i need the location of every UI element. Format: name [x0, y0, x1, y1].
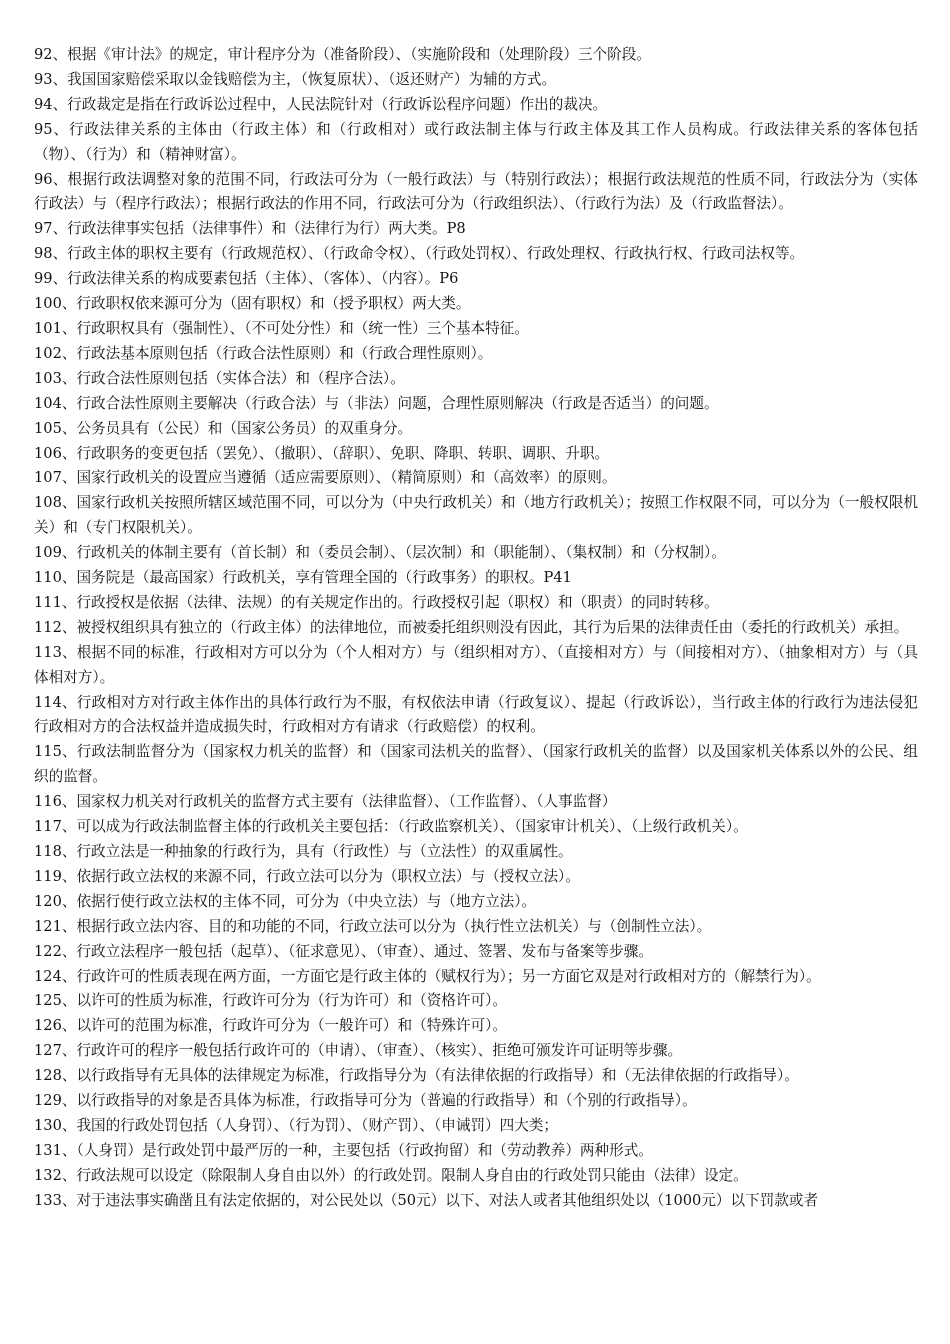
list-item: 124、行政许可的性质表现在两方面，一方面它是行政主体的（赋权行为）；另一方面它双是对行政相对方的（解禁行为）。	[34, 967, 821, 985]
list-item: 106、行政职务的变更包括（罢免）、（撤职）、（辞职）、免职、降职、转职、调职、升职。	[34, 444, 610, 462]
list-item: 125、以许可的性质为标准，行政许可分为（行为许可）和（资格许可）。	[34, 992, 507, 1010]
list-item: 113、根据不同的标准，行政相对方可以分为（个人相对方）与（组织相对方）、（直接相对方）与（间接相对方）、（抽象相对方）与（具体相对方）。	[34, 643, 918, 686]
list-item: 95、行政法律关系的主体由（行政主体）和（行政相对）或行政法制主体与行政主体及其工作人员构成。行政法律关系的客体包括（物）、（行为）和（精神财富）。	[34, 120, 918, 163]
list-item: 120、依据行使行政立法权的主体不同，可分为（中央立法）与（地方立法）。	[34, 892, 537, 910]
list-item: 112、被授权组织具有独立的（行政主体）的法律地位，而被委托组织则没有因此，其行为后果的法律责任由（委托的行政机关）承担。	[34, 618, 909, 636]
list-item: 109、行政机关的体制主要有（首长制）和（委员会制）、（层次制）和（职能制）、（集权制）和（分权制）。	[34, 544, 726, 562]
list-item: 127、行政许可的程序一般包括行政许可的（申请）、（审查）、（核实）、拒绝可颁发许可证明等步骤。	[34, 1042, 683, 1060]
list-item: 98、行政主体的职权主要有（行政规范权）、（行政命令权）、（行政处罚权）、行政处理权、行政执行权、行政司法权等。	[34, 245, 805, 263]
list-item: 117、可以成为行政法制监督主体的行政机关主要包括：（行政监察机关）、（国家审计机关）、（上级行政机关）。	[34, 818, 748, 836]
list-item: 118、行政立法是一种抽象的行政行为，具有（行政性）与（立法性）的双重属性。	[34, 843, 573, 860]
list-item: 93、我国国家赔偿采取以金钱赔偿为主，（恢复原状）、（返还财产）为辅的方式。	[34, 70, 557, 88]
list-item: 100、行政职权依来源可分为（固有职权）和（授予职权）两大类。	[34, 295, 471, 313]
list-item: 132、行政法规可以设定（除限制人身自由以外）的行政处罚。限制人身自由的行政处罚只能由（法律）设定。	[34, 1166, 748, 1184]
list-item: 108、国家行政机关按照所辖区域范围不同，可以分为（中央行政机关）和（地方行政机关）；按照工作权限不同，可以分为（一般权限机关）和（专门权限机关）。	[34, 494, 918, 537]
list-item: 116、国家权力机关对行政机关的监督方式主要有（法律监督）、（工作监督）、（人事监督）	[34, 793, 617, 811]
list-item: 102、行政法基本原则包括（行政合法性原则）和（行政合理性原则）。	[34, 344, 493, 362]
list-item: 111、行政授权是依据（法律、法规）的有关规定作出的。行政授权引起（职权）和（职责）的同时转移。	[34, 593, 719, 611]
list-item: 104、行政合法性原则主要解决（行政合法）与（非法）问题，合理性原则解决（行政是否适当）的问题。	[34, 394, 719, 412]
list-item: 96、根据行政法调整对象的范围不同，行政法可分为（一般行政法）与（特别行政法）；根据行政法规范的性质不同，行政法分为（实体行政法）与（程序行政法）；根据行政法的作用不同，行政法可分为（行政组织法）、（行政行为法）及（行政监督法）。	[34, 170, 918, 213]
list-item: 122、行政立法程序一般包括（起草）、（征求意见）、（审查）、通过、签署、发布与备案等步骤。	[34, 942, 653, 960]
list-item: 129、以行政指导的对象是否具体为标准，行政指导可分为（普遍的行政指导）和（个别的行政指导）。	[34, 1092, 697, 1110]
list-item: 94、行政裁定是指在行政诉讼过程中，人民法院针对（行政诉讼程序问题）作出的裁决。	[34, 95, 608, 113]
list-item: 126、以许可的范围为标准，行政许可分为（一般许可）和（特殊许可）。	[34, 1017, 507, 1035]
list-item: 101、行政职权具有（强制性）、（不可处分性）和（统一性）三个基本特征。	[34, 319, 529, 337]
list-item: 107、国家行政机关的设置应当遵循（适应需要原则）、（精简原则）和（高效率）的原则。	[34, 469, 617, 487]
list-item: 110、国务院是（最高国家）行政机关，享有管理全国的（行政事务）的职权。P41	[34, 569, 572, 587]
list-item: 97、行政法律事实包括（法律事件）和（法律行为行）两大类。P8	[34, 220, 466, 238]
list-item: 131、（人身罚）是行政处罚中最严厉的一种，主要包括（行政拘留）和（劳动教养）两种形式。	[34, 1141, 653, 1159]
list-item: 119、依据行政立法权的来源不同，行政立法可以分为（职权立法）与（授权立法）。	[34, 867, 580, 885]
list-item: 105、公务员具有（公民）和（国家公务员）的双重身分。	[34, 419, 413, 437]
list-item: 92、根据《审计法》的规定，审计程序分为（准备阶段）、（实施阶段和（处理阶段）三个阶段。	[34, 46, 651, 63]
list-item: 99、行政法律关系的构成要素包括（主体）、（客体）、（内容）。P6	[34, 270, 459, 288]
list-item: 121、根据行政立法内容、目的和功能的不同，行政立法可以分为（执行性立法机关）与（创制性立法）。	[34, 917, 712, 935]
list-item: 133、对于违法事实确凿且有法定依据的，对公民处以（50元）以下、对法人或者其他组织处以（1000元）以下罚款或者	[34, 1191, 819, 1209]
list-item: 115、行政法制监督分为（国家权力机关的监督）和（国家司法机关的监督）、（国家行政机关的监督）以及国家机关体系以外的公民、组织的监督。	[34, 743, 918, 786]
list-item: 130、我国的行政处罚包括（人身罚）、（行为罚）、（财产罚）、（申诫罚）四大类；	[34, 1116, 559, 1134]
list-item: 128、以行政指导有无具体的法律规定为标准，行政指导分为（有法律依据的行政指导）和（无法律依据的行政指导）。	[34, 1067, 799, 1085]
list-item: 114、行政相对方对行政主体作出的具体行政行为不服，有权依法申请（行政复议）、提起（行政诉讼），当行政主体的行政行为违法侵犯行政相对方的合法权益并造成损失时，行政相对方有请求（行政赔偿）的权利。	[34, 693, 918, 736]
list-item: 103、行政合法性原则包括（实体合法）和（程序合法）。	[34, 369, 405, 387]
